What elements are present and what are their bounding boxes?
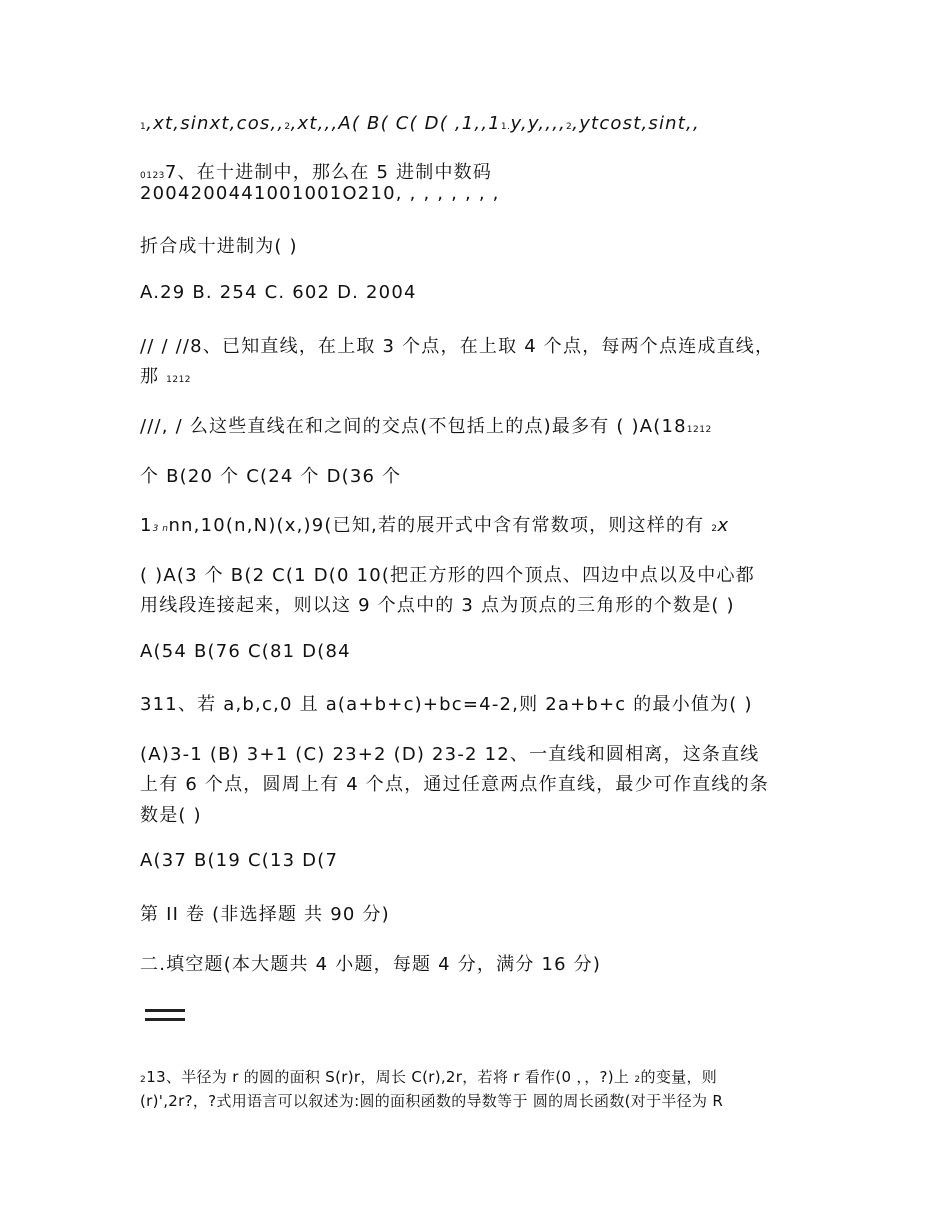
subscript: 2 — [284, 122, 291, 132]
question-text — [140, 412, 712, 438]
subscript: 2 — [711, 524, 718, 534]
subscript: 2 — [140, 1075, 147, 1085]
formula-text: y,y,,,, — [510, 113, 567, 134]
subscript: 0123 — [140, 171, 165, 181]
subscript: 2 — [634, 1075, 641, 1085]
question-11-line: 311、若 a,b,c,0 且 a(a+b+c)+bc=4-2,则 2a+b+c 的最小值为( ) — [140, 694, 753, 715]
question-10-line: ( )A(3 个 B(2 C(1 D(0 10(把正方形的四个顶点、四边中点以及中心都 — [140, 565, 755, 586]
question-text: (r)',2r?，?式用语言可以叙述为:圆的面积函数的导数等于 圆的周长函数(对于半径为 R — [140, 1092, 724, 1110]
question-text: 用线段连接起来，则以这 9 个点中的 3 点为顶点的三角形的个数是( ) — [140, 595, 735, 616]
text: nn,10(n,N)(x,)9(已知,若的展开式中含有常数项，则这样的有 — [168, 515, 705, 536]
subscript: 1212 — [686, 425, 712, 435]
double-rule — [145, 1008, 185, 1022]
subscript: 2 — [566, 122, 573, 132]
formula-text: ,xt,,,A( B( C( D( ,1,,1 — [290, 113, 501, 134]
answer-options: A(54 B(76 C(81 D(84 — [140, 641, 351, 662]
subscript: 3 n — [152, 524, 169, 534]
question-7-line — [140, 158, 492, 184]
question-text: 7、在十进制中，那么在 5 进制中数码 — [164, 162, 493, 183]
section-heading: 第 II 卷 (非选择题 共 90 分) — [140, 904, 390, 925]
subscript: 1 — [140, 122, 147, 132]
text: 13、半径为 r 的圆的面积 S(r)r，周长 C(r),2r，若将 r 看作(0 ，，?)上 — [146, 1068, 630, 1086]
answer-options: A(37 B(19 C(13 D(7 — [140, 850, 339, 871]
answer-options: A.29 B. 254 C. 602 D. 2004 — [140, 282, 417, 303]
digit-sequence: 2004200441001001O210, , , , , , , , — [140, 183, 500, 204]
answer-options: 个 B(20 个 C(24 个 D(36 个 — [140, 466, 402, 487]
question-13-line — [140, 1066, 717, 1087]
text: ///, / 么这些直线在和之间的交点(不包括上的点)最多有 ( )A(18 — [140, 416, 687, 437]
question-8-line: // / //8、已知直线，在上取 3 个点，在上取 4 个点，每两个点连成直线， — [140, 336, 775, 357]
formula-text: x — [717, 515, 730, 536]
text: 1 — [140, 515, 153, 536]
subscript: 1. — [500, 122, 511, 132]
text: 的变量，则 — [640, 1068, 718, 1086]
question-text — [140, 362, 191, 388]
formula-line-1 — [140, 113, 700, 134]
question-text: 上有 6 个点，圆周上有 4 个点，通过任意两点作直线，最少可作直线的条 — [140, 774, 769, 795]
formula-text: ,ytcost,sint,, — [572, 113, 700, 134]
formula-text: ,xt,sinxt,cos,, — [146, 113, 285, 134]
text: 那 — [140, 366, 160, 387]
question-text: 折合成十进制为( ) — [140, 236, 298, 257]
section-heading: 二.填空题(本大题共 4 小题，每题 4 分，满分 16 分) — [140, 954, 602, 975]
question-9-line — [140, 511, 729, 537]
answer-options: (A)3-1 (B) 3+1 (C) 23+2 (D) 23-2 12、一直线和圆相离，这条直线 — [140, 744, 760, 765]
subscript: 1212 — [166, 375, 192, 385]
question-text: 数是( ) — [140, 805, 202, 826]
